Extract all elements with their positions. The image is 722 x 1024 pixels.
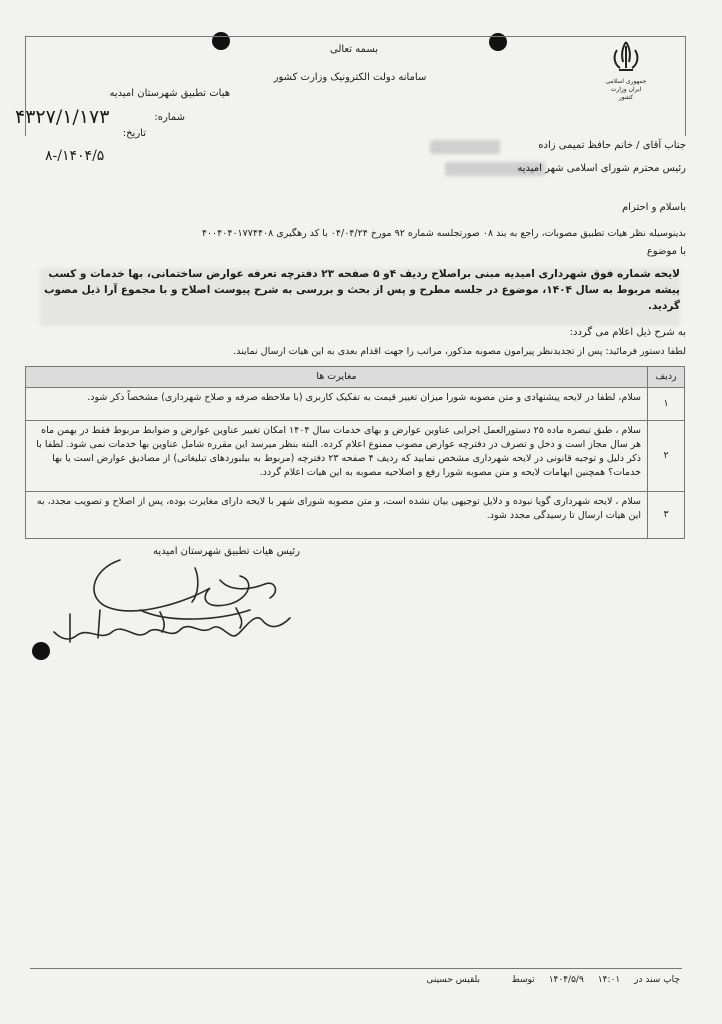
intro-text: بدینوسیله نظر هیات تطبیق مصوبات، راجع به بند ۰۸ صورتجلسه شماره ۹۲ مورخ ۰۴/۰۴/۲۴ با کد رهگیری ۴۰۰۴۰۴۰۱۷۷۴۴۰۸	[201, 228, 686, 239]
table-row	[26, 388, 685, 421]
emblem	[605, 40, 647, 102]
letter-number	[15, 106, 185, 128]
table-row	[26, 421, 685, 492]
signature-title: رئیس هیات تطبیق شهرستان امیدیه	[152, 546, 300, 557]
print-date: ۱۴۰۴/۵/۹	[548, 975, 584, 985]
printed-by: بلقیس حسینی	[426, 975, 480, 985]
greeting: باسلام و احترام	[621, 202, 686, 213]
row-number: ۲	[648, 421, 685, 492]
header-right-border	[685, 36, 686, 136]
discrepancy-table	[25, 366, 685, 539]
recipient-line1: جناب آقای / خانم حافظ تمیمی زاده	[538, 140, 686, 151]
header-top-border	[25, 36, 686, 37]
row-text: سلام ، طبق تبصره ماده ۲۵ دستورالعمل اجرایی عناوین عوارض و بهای خدمات سال ۱۴۰۴ امکان تغییر عناوین عوارض و ضوابط مربوط فقط در بهمن ماه هر سال مجاز است و دخل و تصرف در دفترچه عوارض مصوب ممنوع اعلام کرده. البته بنظر میرسد این مقرره شامل عناوین بها خدمات نمی شود. لطفا با ذکر دلیل و توجیه قانونی در لایحه شهرداری مشخص نمایید که ردیف ۴ صفحه ۲۳ دفترچه (مربوط به بیلبوردهای تبلیغاتی) از مصادیق عوارض است یا بها خدمات؟ همچنین ابهامات لایحه و متن مصوبه شورا رفع و اصلاحیه مصوبه به این هیات اعلام گردد.	[26, 421, 648, 492]
date-label: تاریخ:	[122, 128, 146, 139]
number-value: ۴۳۲۷/۱/۱۷۳	[15, 106, 110, 128]
print-label: چاپ سند در	[634, 975, 680, 985]
handwritten-note	[40, 598, 300, 658]
row-text: سلام، لطفا در لایحه پیشنهادی و متن مصوبه شورا میزان تغییر قیمت به تفکیک کاربری (با ملاحظه صرفه و صلاح شهرداری) مشخصاً ذکر شود.	[26, 388, 648, 421]
number-label: شماره:	[154, 112, 185, 123]
footer-divider	[30, 968, 682, 969]
emblem-caption: جمهوری اسلامی ایران وزارت کشور	[605, 78, 647, 101]
recipient-line2: رئیس محترم شورای اسلامی شهر امیدیه	[517, 163, 686, 174]
emblem-icon	[605, 40, 647, 74]
column-header-row-number: ردیف	[648, 367, 685, 388]
row-text: سلام ، لایحه شهرداری گویا نبوده و دلایل توجیهی بیان نشده است، و متن مصوبه شورای شهر با لایحه دارای مغایرت بوده، پس از اصلاح و تصویب مجدد، به این هیات ارسال تا رسیدگی مجدد شود.	[26, 492, 648, 539]
table-row	[26, 492, 685, 539]
subject-text: لایحه شماره فوق شهرداری امیدیه مبنی براصلاح ردیف ۴و ۵ صفحه ۲۳ دفترچه تعرفه عوارض ساختمانی، بها خدمات و کسب پیشه مربوط به سال ۱۴۰۴، موضوع در جلسه مطرح و پس از بحث و بررسی به شرح پیوست اصلاح و با مجموع آرا ذیل مصوب گردید.	[43, 268, 680, 312]
by-label: توسط	[511, 975, 535, 985]
print-time: ۱۴:۰۱	[597, 975, 621, 985]
row-number: ۳	[648, 492, 685, 539]
column-header-discrepancies: مغایرت ها	[26, 367, 648, 388]
date-value: ۱۴۰۴/۵/-۸	[45, 148, 105, 164]
bismillah: بسمه تعالی	[330, 44, 379, 55]
request-text: لطفا دستور فرمائید: پس از تجدیدنظر پیرامون مصوبه مذکور، مراتب را جهت اقدام بعدی به این هیات ارسال نمایند.	[233, 346, 686, 357]
announce-text: به شرح ذیل اعلام می گردد:	[569, 327, 686, 338]
subject-label: با موضوع	[646, 246, 686, 257]
board-name: هیات تطبیق شهرستان امیدیه	[109, 88, 230, 99]
row-number: ۱	[648, 388, 685, 421]
system-name: سامانه دولت الکترونیک وزارت کشور	[273, 72, 427, 83]
table-header-row	[26, 367, 685, 388]
punch-hole	[212, 32, 230, 50]
